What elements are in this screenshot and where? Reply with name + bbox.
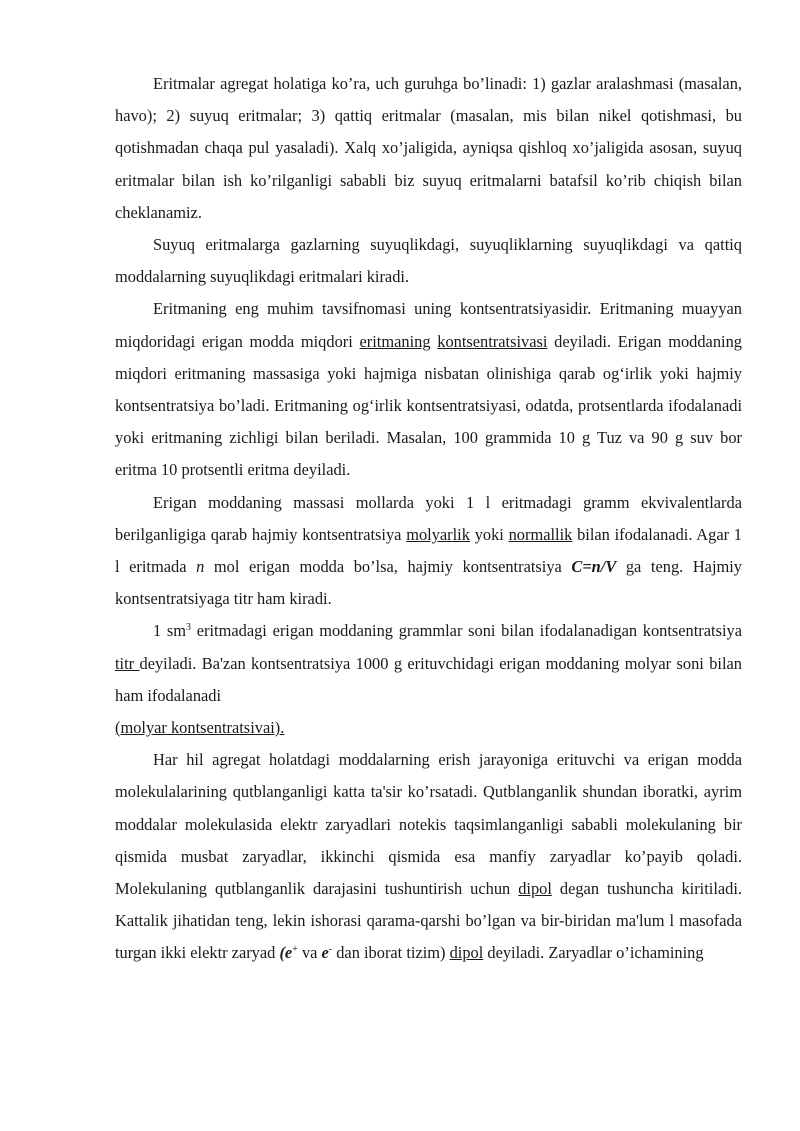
superscript-3: 3 (186, 622, 192, 634)
text-run: 1 sm (153, 621, 187, 641)
term-molyar-kontsentratsiyasi: (molyar kontsentratsivai). (115, 718, 285, 738)
paragraph-liquid-solutions: Suyuq eritmalarga gazlarning suyuqlikdagi, suyuqliklarning suyuqlikdagi va qattiq moddalarning suyuqlikdagi eritmalari kiradi. (115, 235, 742, 287)
text-run: deyiladi. Ba'zan kontsentratsiya 1000 g erituvchidagi erigan moddaning molyar soni bilan ham ifodalanadi (115, 653, 742, 705)
paragraph-polarity (115, 744, 742, 969)
paren-open: ( (279, 943, 285, 963)
text-run: ga teng. Hajmiy kontsentratsiyaga titr ham kiradi. (115, 557, 742, 609)
text-run: eritmadagi erigan moddaning grammlar soni bilan ifodalanadigan kontsentratsiya (191, 621, 742, 641)
superscript-minus: - (328, 944, 333, 956)
text-run: Eritmaning eng muhim tavsifnomasi uning kontsentratsiyasidir. Eritmaning muayyan miqdoridagi erigan modda miqdori (115, 299, 742, 351)
text-run: degan tushuncha kiritiladi. Kattalik jihatidan teng, lekin ishorasi qarama-qarshi bo’lgan va bir-biridan ma'lum l masofada turgan ikki elektr zaryad (115, 879, 742, 963)
paragraph-volume-concentration (115, 487, 742, 616)
text-run: yoki (469, 524, 509, 544)
term-eritmaning: eritmaning (359, 331, 431, 351)
term-kontsentratsiyasi: kontsentratsivasi (437, 331, 548, 351)
charge-e-plus: e (284, 943, 293, 963)
text-run: deyiladi. Zaryadlar o’ichamining (483, 943, 704, 963)
charge-e-minus: e (321, 943, 329, 963)
paragraph-concentration (115, 293, 742, 486)
text-run: dan iborat tizim) (332, 943, 450, 963)
text-run: Har hil agregat holatdagi moddalarning erish jarayoniga erituvchi va erigan modda molekulalarining qutblanganligi katta ta'sir ko’rsatadi. Qutblanganlik shundan iboratki, ayrim moddalar molekulasida elektr zaryadlari notekis taqsimlanganligi sababli molekulaning bir qismida musbat zaryadlar, ikkinchi qismida esa manfiy zaryadlar ko’payib qoladi. Molekulaning qutblanganlik darajasini tushuntirish uchun (115, 750, 742, 899)
document-page (115, 68, 742, 970)
paragraph-aggregate-states: Eritmalar agregat holatiga ko’ra, uch guruhga bo’linadi: 1) gazlar aralashmasi (masalan, havo); 2) suyuq eritmalar; 3) qattiq eritmalar (masalan, mis bilan nikel qotishmasi, bu qotishmadan chaqa pul yasaladi). Xalq xo’jaligida, ayniqsa qishloq xo’jaligida asosan, suyuq eritmalar bilan ish ko’rilganligi sababli biz suyuq eritmalarni batafsil ko’rib chiqish bilan cheklanamiz. (115, 74, 742, 222)
superscript-plus: + (292, 944, 298, 956)
formula-concentration: C=n/V (571, 557, 617, 577)
term-titr: titr (115, 653, 140, 673)
text-run: deyiladi. Erigan moddaning miqdori eritmaning massasiga yoki hajmiga nisbatan olinishiga qarab og‘irlik yoki hajmiy kontsentratsiya bo’ladi. Eritmaning og‘irlik kontsentratsiyasi, odatda, protsentlarda ifodalanadi yoki eritmaning zichligi bilan beriladi. Masalan, 100 grammida 10 g Tuz va 90 g suv bor eritma 10 protsentli eritma deyiladi. (115, 331, 742, 480)
term-normallik: normallik (508, 524, 573, 544)
term-dipol: dipol (518, 879, 552, 899)
text-run: Erigan moddaning massasi mollarda yoki 1 l eritmadagi gramm ekvivalentlarda berilganligiga qarab hajmiy kontsentratsiya (115, 492, 742, 544)
text-run: va (297, 943, 322, 963)
term-molyarlik: molyarlik (406, 524, 470, 544)
text-run: mol erigan modda bo’lsa, hajmiy kontsentratsiya (204, 557, 572, 577)
paragraph-titr (115, 615, 742, 712)
term-dipol-2: dipol (449, 943, 484, 963)
variable-n: n (196, 557, 205, 577)
text-run: bilan ifodalanadi. Agar 1 l eritmada (115, 524, 742, 577)
